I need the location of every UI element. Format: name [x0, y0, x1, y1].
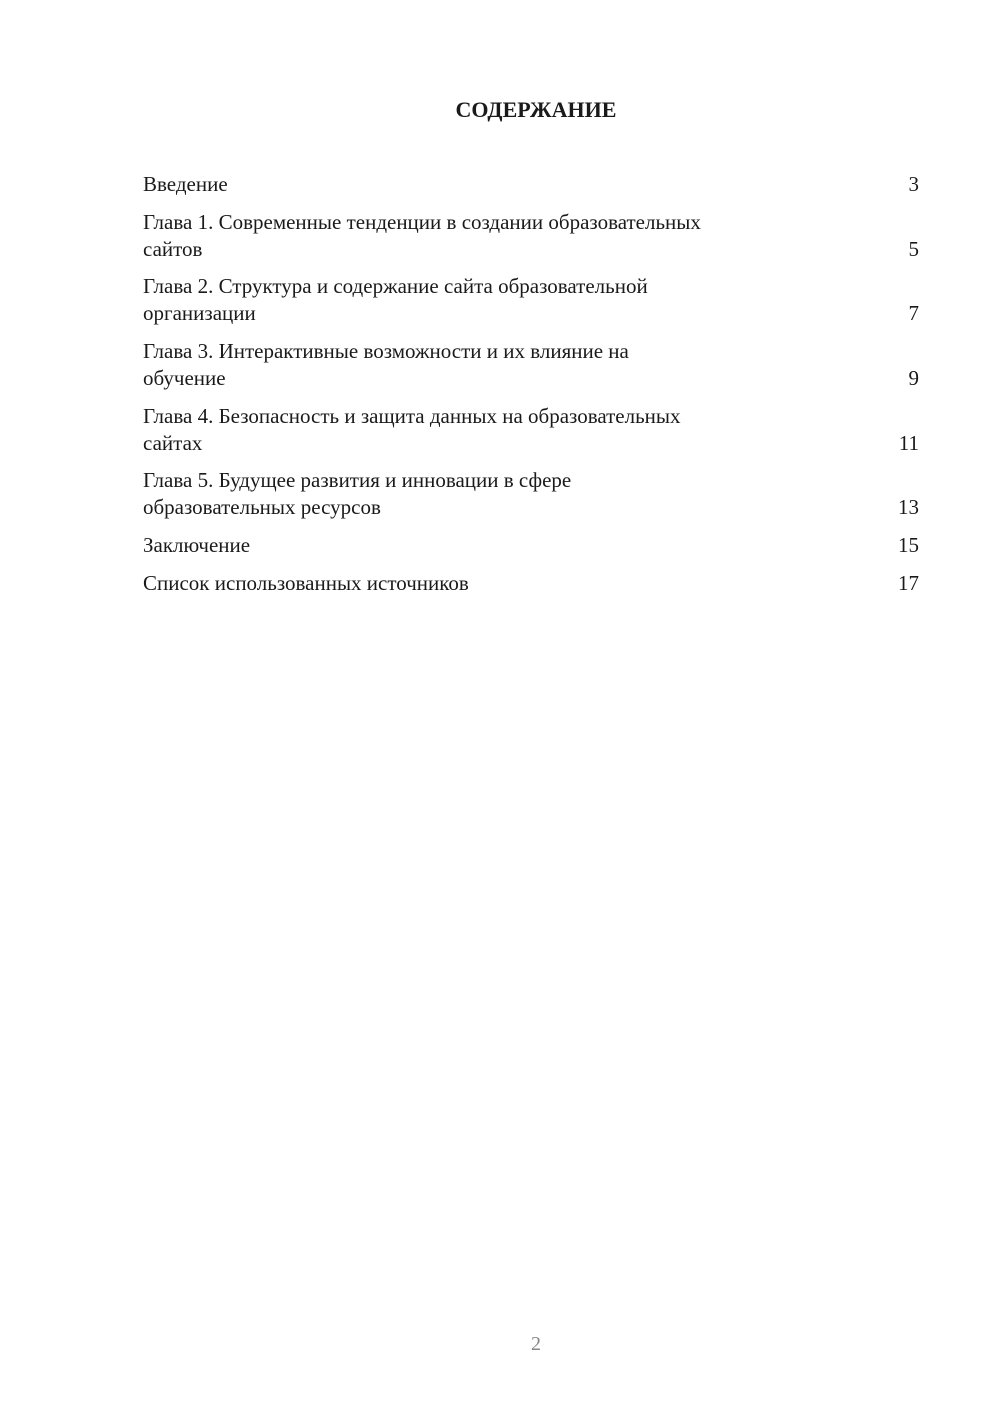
- toc-entry-title-cont: образовательных ресурсов: [143, 495, 381, 520]
- toc-entry-page: 7: [908, 301, 919, 326]
- toc-entry-conclusion: [143, 532, 919, 559]
- toc-entry-title: Глава 5. Будущее развития и инновации в сфере: [143, 468, 572, 493]
- toc-entry-title: Введение: [143, 172, 228, 196]
- toc-entry-page: 9: [908, 366, 919, 391]
- toc-entry-page: 3: [908, 172, 919, 196]
- table-of-contents: [143, 171, 919, 608]
- toc-entry-introduction: [143, 171, 919, 198]
- toc-entry-chapter-2: [143, 273, 919, 327]
- toc-entry-title: Глава 1. Современные тенденции в создании образовательных: [143, 209, 701, 234]
- toc-entry-title-cont: сайтах: [143, 430, 203, 455]
- toc-entry-title: Глава 4. Безопасность и защита данных на образовательных: [143, 403, 681, 428]
- toc-entry-title-cont: организации: [143, 301, 256, 326]
- toc-entry-page: 5: [908, 236, 919, 261]
- toc-entry-title: Глава 2. Структура и содержание сайта образовательной: [143, 274, 648, 299]
- toc-entry-title: Глава 3. Интерактивные возможности и их влияние на: [143, 339, 629, 364]
- toc-entry-page: 17: [898, 570, 919, 595]
- toc-entry-title-cont: сайтов: [143, 236, 203, 261]
- toc-entry-chapter-4: [143, 403, 919, 457]
- toc-entry-references: [143, 570, 919, 597]
- toc-entry-chapter-3: [143, 338, 919, 392]
- toc-entry-chapter-5: [143, 467, 919, 521]
- toc-entry-page: 15: [898, 533, 919, 558]
- page-number: 2: [531, 1333, 541, 1355]
- toc-entry-title: Список использованных источников: [143, 570, 469, 595]
- page-title: СОДЕРЖАНИЕ: [455, 97, 617, 122]
- toc-entry-title-cont: обучение: [143, 366, 226, 391]
- toc-entry-chapter-1: [143, 209, 919, 263]
- toc-entry-page: 11: [898, 430, 919, 455]
- toc-entry-page: 13: [898, 495, 919, 520]
- toc-entry-title: Заключение: [143, 533, 251, 558]
